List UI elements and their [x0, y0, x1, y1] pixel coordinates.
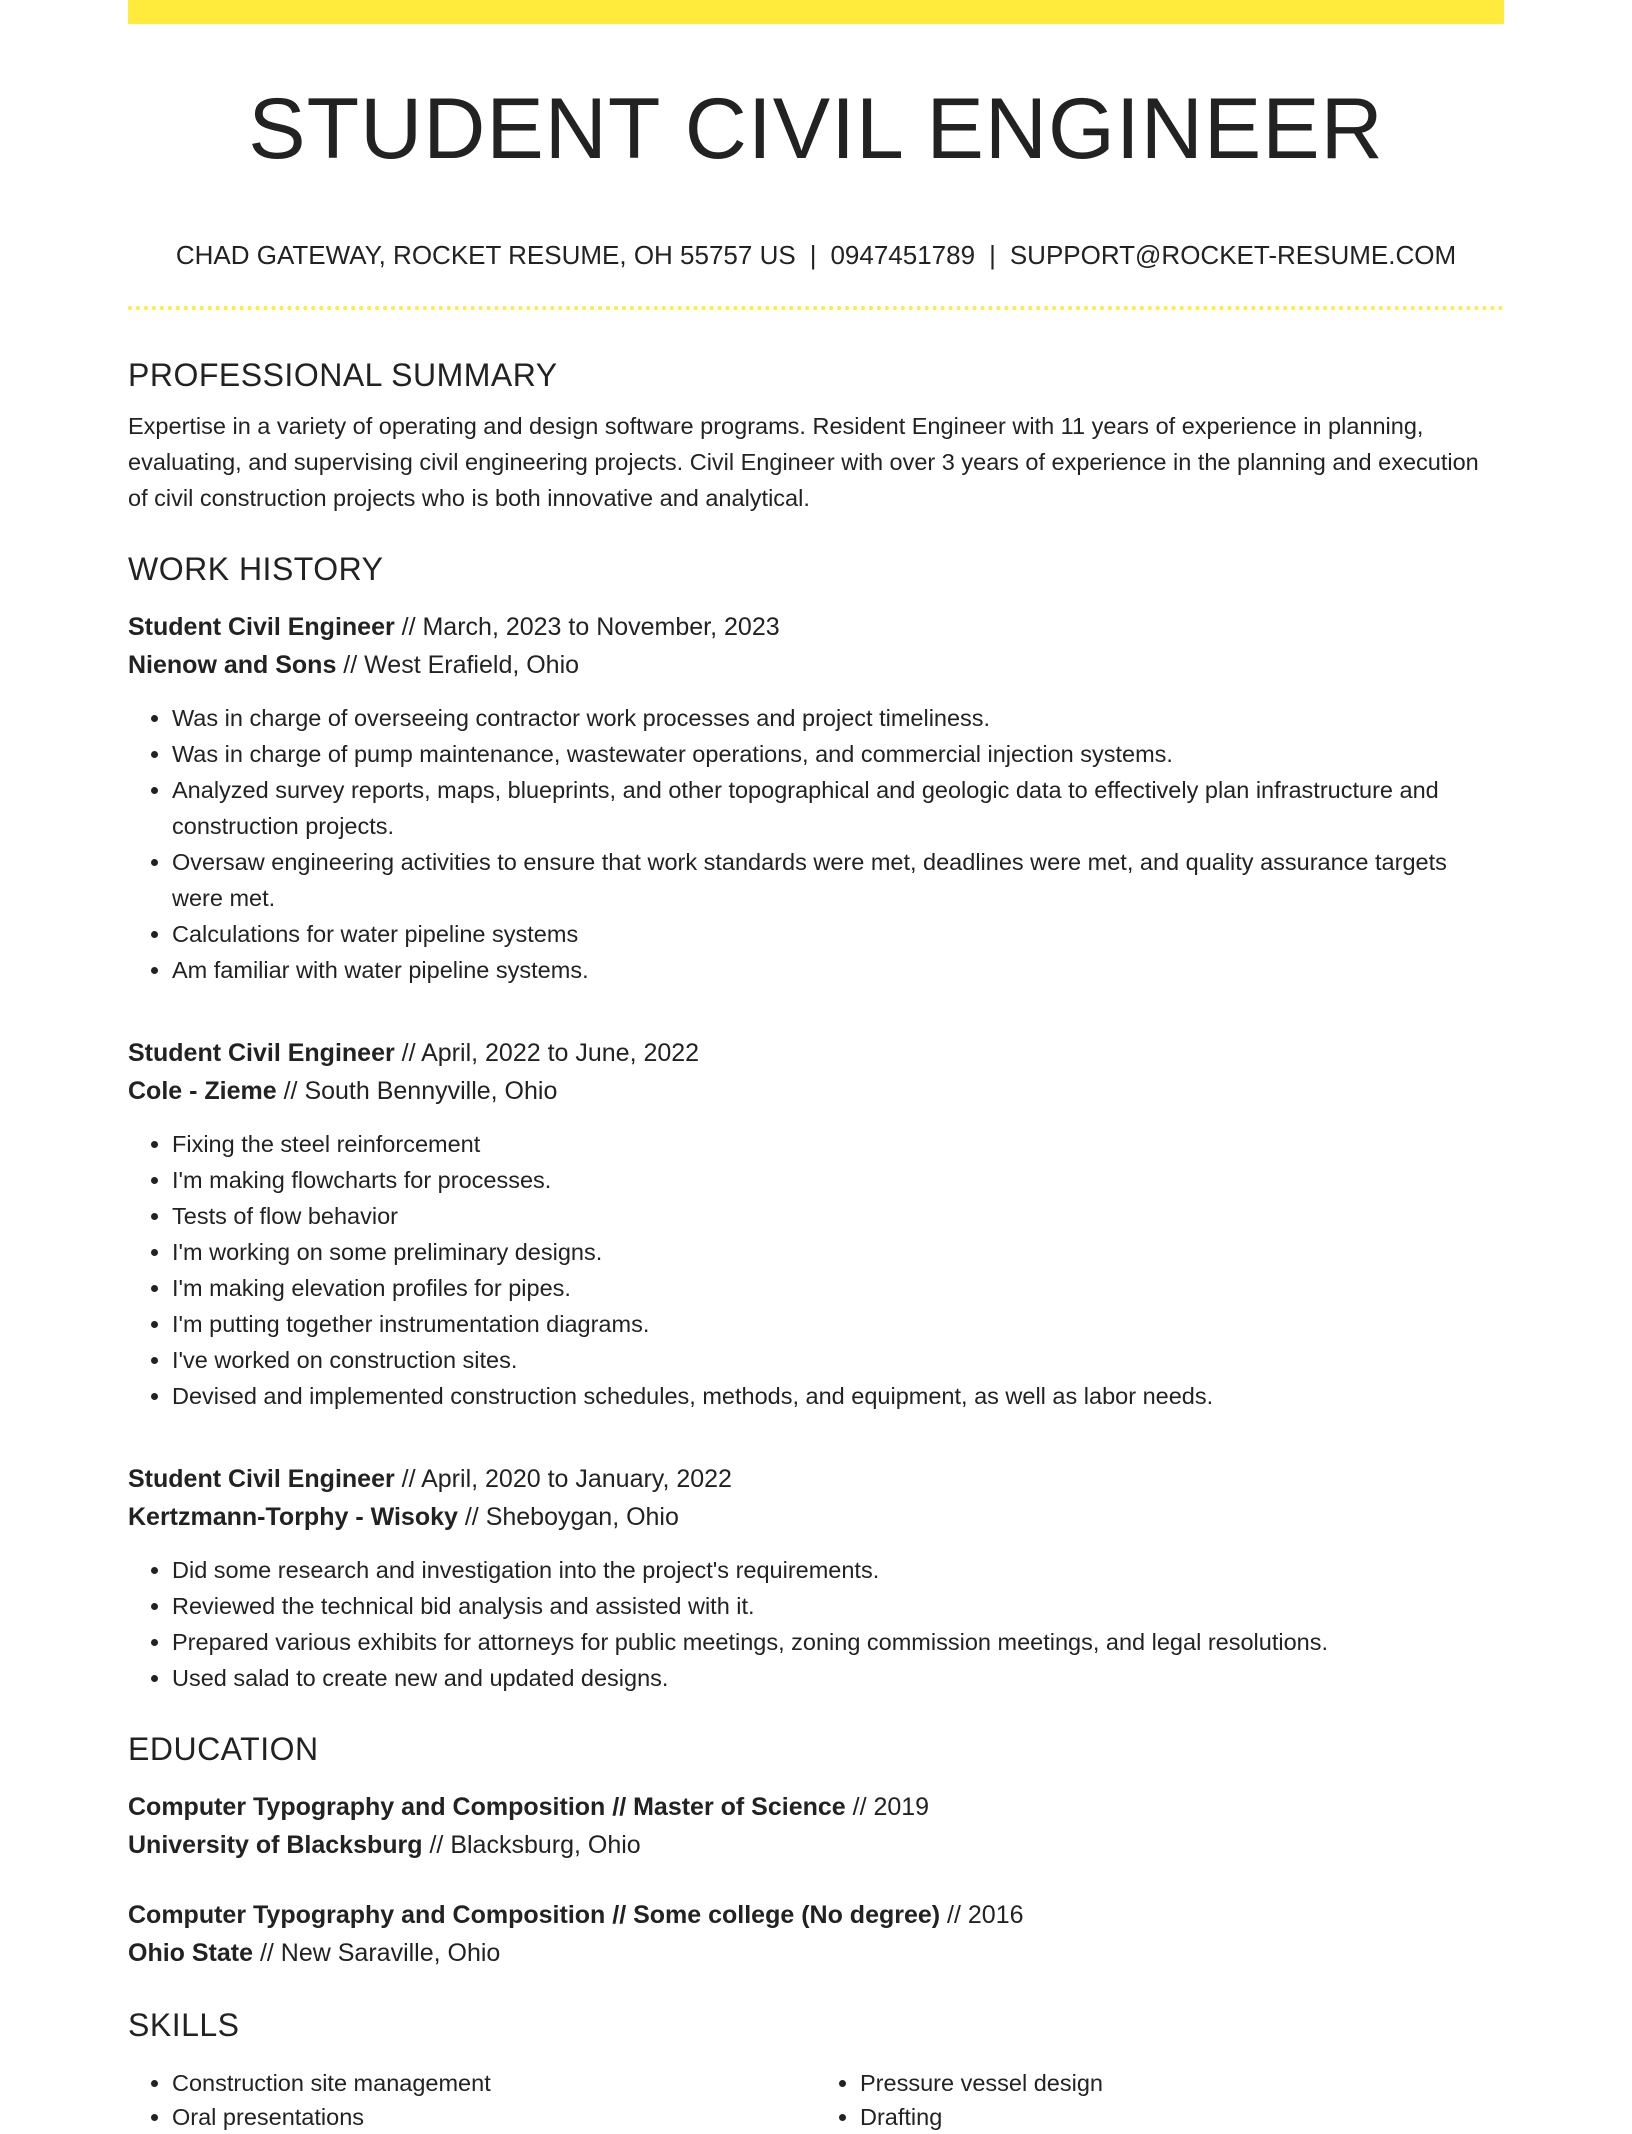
job-entry: [128, 608, 1504, 988]
list-item: • Construction site management: [172, 2066, 816, 2100]
work-history-section: [128, 544, 1504, 1696]
job-entry: [128, 1034, 1504, 1414]
list-item: • Did some research and investigation into the project's requirements.: [172, 1552, 1504, 1588]
list-item: • I'm making elevation profiles for pipes.: [172, 1270, 1504, 1306]
list-item: • Was in charge of overseeing contractor work processes and project timeliness.: [172, 700, 1504, 736]
job-bullets: [128, 1126, 1504, 1414]
contact-separator: |: [809, 240, 817, 270]
list-item: • Drafting: [860, 2100, 1504, 2134]
job-location: // Sheboygan, Ohio: [457, 1503, 679, 1531]
job-bullets: [128, 700, 1504, 988]
job-title: Student Civil Engineer: [128, 1039, 395, 1067]
list-item: • Calculations for water pipeline systems: [172, 916, 1504, 952]
education-year: // 2019: [845, 1793, 930, 1821]
job-title: Student Civil Engineer: [128, 613, 395, 641]
job-dates: // April, 2022 to June, 2022: [394, 1039, 700, 1067]
list-item: • I've worked on construction sites.: [172, 1342, 1504, 1378]
list-item: • Used salad to create new and updated designs.: [172, 1660, 1504, 1696]
job-company: Nienow and Sons: [128, 651, 337, 679]
resume-content: [128, 350, 1504, 2134]
list-item: • I'm putting together instrumentation diagrams.: [172, 1306, 1504, 1342]
job-company: Kertzmann-Torphy - Wisoky: [128, 1503, 458, 1531]
section-heading-education: EDUCATION: [128, 1731, 319, 1767]
list-item: • Analyzed survey reports, maps, blueprints, and other topographical and geologic data to effectively plan infrastructure and construction projects.: [172, 772, 1504, 844]
skills-list-left: [128, 2066, 816, 2134]
contact-email: SUPPORT@ROCKET-RESUME.COM: [1009, 240, 1457, 270]
accent-top-bar: [128, 0, 1504, 24]
skills-list-right: [816, 2066, 1504, 2134]
job-company-line: [128, 1498, 1504, 1536]
list-item: • Pressure vessel design: [860, 2066, 1504, 2100]
education-entry: [128, 1788, 1504, 1864]
education-school-line: [128, 1934, 1504, 1972]
contact-separator: |: [989, 240, 996, 270]
list-item: • I'm making flowcharts for processes.: [172, 1162, 1504, 1198]
list-item: • Oversaw engineering activities to ensure that work standards were met, deadlines were met, and quality assurance targets were met.: [172, 844, 1504, 916]
education-location: // Blacksburg, Ohio: [422, 1831, 641, 1859]
job-company-line: [128, 646, 1504, 684]
page-title: STUDENT CIVIL ENGINEER: [248, 81, 1384, 177]
dotted-divider: [128, 306, 1504, 310]
job-title: Student Civil Engineer: [128, 1465, 395, 1493]
list-item: • Am familiar with water pipeline systems.: [172, 952, 1504, 988]
job-entry: [128, 1460, 1504, 1696]
list-item: • Fixing the steel reinforcement: [172, 1126, 1504, 1162]
section-heading-skills: SKILLS: [128, 2007, 240, 2043]
section-heading-summary: PROFESSIONAL SUMMARY: [128, 357, 558, 393]
job-company-line: [128, 1072, 1504, 1110]
job-title-line: [128, 1034, 1504, 1072]
list-item: • Oral presentations: [172, 2100, 816, 2134]
job-title-line: [128, 608, 1504, 646]
job-bullets: [128, 1552, 1504, 1696]
skills-columns: [128, 2066, 1504, 2134]
education-section: [128, 1724, 1504, 1972]
list-item: • Tests of flow behavior: [172, 1198, 1504, 1234]
list-item: • I'm working on some preliminary designs.: [172, 1234, 1504, 1270]
education-degree-line: [128, 1788, 1504, 1826]
skills-section: [128, 2000, 1504, 2134]
summary-text: Expertise in a variety of operating and design software programs. Resident Engineer with 11 years of experience in planning, evaluating, and supervising civil engineering projects. Civil Engineer with over 3 years of experience in the planning and execution of civil construction projects who is both innovative and analytical.: [128, 413, 1479, 511]
contact-address: CHAD GATEWAY, ROCKET RESUME, OH 55757 US: [175, 240, 796, 270]
list-item: • Reviewed the technical bid analysis and assisted with it.: [172, 1588, 1504, 1624]
list-item: • Prepared various exhibits for attorneys for public meetings, zoning commission meetings, and legal resolutions.: [172, 1624, 1504, 1660]
education-degree: Computer Typography and Composition // Some college (No degree): [128, 1901, 941, 1929]
education-year: // 2016: [940, 1901, 1024, 1929]
education-entry: [128, 1896, 1504, 1972]
job-dates: // April, 2020 to January, 2022: [394, 1465, 732, 1493]
education-school: University of Blacksburg: [128, 1831, 423, 1859]
education-degree-line: [128, 1896, 1504, 1934]
summary-section: [128, 350, 1504, 516]
education-school-line: [128, 1826, 1504, 1864]
job-location: // West Erafield, Ohio: [336, 651, 580, 679]
contact-line: [128, 238, 1504, 272]
education-degree: Computer Typography and Composition // Master of Science: [128, 1793, 846, 1821]
list-item: • Was in charge of pump maintenance, wastewater operations, and commercial injection systems.: [172, 736, 1504, 772]
list-item: • Devised and implemented construction schedules, methods, and equipment, as well as labor needs.: [172, 1378, 1504, 1414]
job-location: // South Bennyville, Ohio: [276, 1077, 558, 1105]
contact-phone: 0947451789: [830, 240, 976, 270]
job-dates: // March, 2023 to November, 2023: [394, 613, 780, 641]
section-heading-work: WORK HISTORY: [128, 551, 384, 587]
education-location: // New Saraville, Ohio: [253, 1939, 501, 1967]
education-school: Ohio State: [128, 1939, 254, 1967]
job-title-line: [128, 1460, 1504, 1498]
job-company: Cole - Zieme: [128, 1077, 277, 1105]
